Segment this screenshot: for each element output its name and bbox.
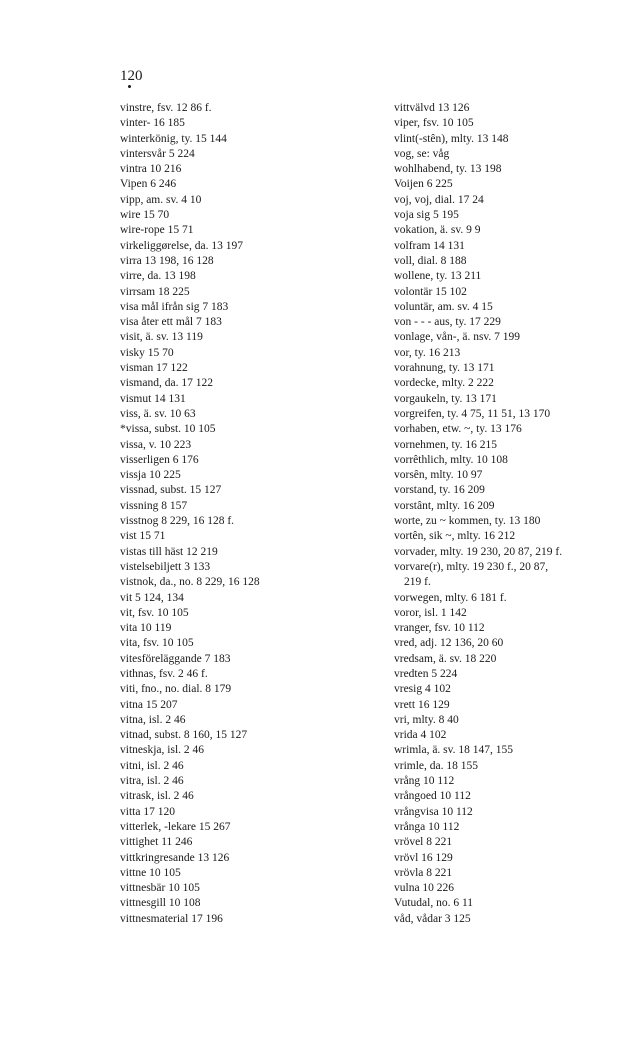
index-entry: vog, se: våg <box>394 147 450 160</box>
index-entry: vistnok, da., no. 8 229, 16 128 <box>120 576 260 589</box>
index-entry: wire-rope 15 71 <box>120 224 194 237</box>
index-entry: voj, voj, dial. 17 24 <box>394 193 484 206</box>
index-entry: vittighet 11 246 <box>120 836 193 849</box>
index-entry: vithnas, fsv. 2 46 f. <box>120 667 208 680</box>
index-entry: vitna 15 207 <box>120 698 178 711</box>
index-entry: vorstand, ty. 16 209 <box>394 484 485 497</box>
index-entry: virrsam 18 225 <box>120 285 190 298</box>
index-entry: visit, ä. sv. 13 119 <box>120 331 203 344</box>
index-entry: wire 15 70 <box>120 209 170 222</box>
index-entry: voll, dial. 8 188 <box>394 254 467 267</box>
index-entry: vitrask, isl. 2 46 <box>120 790 194 803</box>
index-entry: vorhaben, etw. ~, ty. 13 176 <box>394 423 522 436</box>
index-entry: vittvälvd 13 126 <box>394 102 470 114</box>
index-entry: vit 5 124, 134 <box>120 591 184 604</box>
index-entry: 219 f. <box>404 576 431 589</box>
index-entry: vrövl 16 129 <box>394 851 453 864</box>
index-entry: virkeliggørelse, da. 13 197 <box>120 239 243 252</box>
index-entry: vitni, isl. 2 46 <box>120 759 184 772</box>
index-entry: vredsam, ä. sv. 18 220 <box>394 652 497 665</box>
index-entry: virra 13 198, 16 128 <box>120 254 214 267</box>
index-entry: wrimla, ä. sv. 18 147, 155 <box>394 744 514 757</box>
index-entry: vist 15 71 <box>120 530 166 543</box>
index-entry: vitra, isl. 2 46 <box>120 775 184 788</box>
index-entry: vorvare(r), mlty. 19 230 f., 20 87, <box>394 560 549 573</box>
index-entry: vitesföreläggande 7 183 <box>120 652 231 665</box>
index-entry: vistas till häst 12 219 <box>120 545 218 558</box>
index-entry: vita, fsv. 10 105 <box>120 637 194 650</box>
index-entry: vita 10 119 <box>120 622 172 635</box>
index-entry: voluntär, am. sv. 4 15 <box>394 300 493 313</box>
index-entry: vri, mlty. 8 40 <box>394 713 459 726</box>
index-entry: vrånga 10 112 <box>394 820 460 833</box>
index-entry: vismand, da. 17 122 <box>120 377 213 390</box>
index-entry: vissnad, subst. 15 127 <box>120 484 222 497</box>
index-entry: viper, fsv. 10 105 <box>394 117 474 130</box>
index-entry: vittnesbär 10 105 <box>120 882 200 895</box>
index-entry: visa mål ifrån sig 7 183 <box>120 300 229 313</box>
index-entry: vorgaukeln, ty. 13 171 <box>394 392 497 405</box>
index-entry: visky 15 70 <box>120 346 174 359</box>
index-entry: wollene, ty. 13 211 <box>394 270 482 283</box>
index-entry: volontär 15 102 <box>394 285 467 298</box>
page-number: 120 <box>120 68 143 84</box>
index-entry: vittnesmaterial 17 196 <box>120 912 223 925</box>
index-entry: vitterlek, -lekare 15 267 <box>120 820 231 833</box>
index-entry: Vipen 6 246 <box>120 178 177 191</box>
index-entry: vredten 5 224 <box>394 667 458 680</box>
index-entry: vorvader, mlty. 19 230, 20 87, 219 f. <box>394 545 563 558</box>
index-entry: Voijen 6 225 <box>394 178 453 191</box>
index-entry: Vutudal, no. 6 11 <box>394 897 474 910</box>
index-entry: vipp, am. sv. 4 10 <box>120 193 202 206</box>
index-entry: winterkönig, ty. 15 144 <box>120 132 227 145</box>
index-entry: vorrêthlich, mlty. 10 108 <box>394 453 508 466</box>
index-column-right <box>394 101 634 927</box>
index-entry: vitneskja, isl. 2 46 <box>120 744 205 757</box>
index-entry: vrimle, da. 18 155 <box>394 759 478 772</box>
index-entry: viti, fno., no. dial. 8 179 <box>120 683 232 696</box>
index-entry: vonlage, vån-, ä. nsv. 7 199 <box>394 331 521 344</box>
index-entry: vintra 10 216 <box>120 163 182 176</box>
index-entry: volfram 14 131 <box>394 239 465 252</box>
index-entry: vissa, v. 10 223 <box>120 438 192 451</box>
index-entry: vissja 10 225 <box>120 469 181 482</box>
index-entry: vissning 8 157 <box>120 499 188 512</box>
index-entry: vulna 10 226 <box>394 882 455 895</box>
index-column-left <box>120 101 375 927</box>
index-entry: vokation, ä. sv. 9 9 <box>394 224 481 237</box>
index-entry: vorstânt, mlty. 16 209 <box>394 499 495 512</box>
index-entry: virre, da. 13 198 <box>120 270 196 283</box>
index-entry: vrångoed 10 112 <box>394 790 471 803</box>
page-number-dot <box>128 85 131 88</box>
index-entry: våd, vådar 3 125 <box>394 912 471 925</box>
index-entry: visa åter ett mål 7 183 <box>120 316 222 329</box>
index-entry: vittnesgill 10 108 <box>120 897 201 910</box>
index-entry: *vissa, subst. 10 105 <box>120 423 216 436</box>
index-entry: vordecke, mlty. 2 222 <box>394 377 494 390</box>
index-entry: vrida 4 102 <box>394 729 447 742</box>
index-entry: vrett 16 129 <box>394 698 450 711</box>
index-entry: vitnad, subst. 8 160, 15 127 <box>120 729 248 742</box>
index-entry: vistelsebiljett 3 133 <box>120 560 211 573</box>
index-entry: vlint(-stên), mlty. 13 148 <box>394 132 509 145</box>
index-entry: visstnog 8 229, 16 128 f. <box>120 515 235 528</box>
index-entry: visserligen 6 176 <box>120 453 199 466</box>
index-entry: vitna, isl. 2 46 <box>120 713 186 726</box>
index-entry: vorgreifen, ty. 4 75, 11 51, 13 170 <box>394 407 551 420</box>
index-entry: vrövel 8 221 <box>394 836 453 849</box>
index-entry: worte, zu ~ kommen, ty. 13 180 <box>394 515 541 528</box>
index-entry: vranger, fsv. 10 112 <box>394 622 485 635</box>
index-entry: vitta 17 120 <box>120 805 175 818</box>
index-entry: viss, ä. sv. 10 63 <box>120 407 196 420</box>
index-entry: vrövla 8 221 <box>394 866 453 879</box>
index-entry: vorsên, mlty. 10 97 <box>394 469 483 482</box>
index-entry: vittkringresande 13 126 <box>120 851 230 864</box>
index-entry: vrångvisa 10 112 <box>394 805 473 818</box>
index-entry: vismut 14 131 <box>120 392 186 405</box>
index-entry: vresig 4 102 <box>394 683 451 696</box>
index-entry: vrång 10 112 <box>394 775 455 788</box>
index-entry: vor, ty. 16 213 <box>394 346 461 359</box>
index-entry: von - - - aus, ty. 17 229 <box>394 316 501 329</box>
index-entry: visman 17 122 <box>120 362 188 375</box>
index-entry: voja sig 5 195 <box>394 209 459 222</box>
index-entry: vinstre, fsv. 12 86 f. <box>120 102 212 114</box>
index-entry: vornehmen, ty. 16 215 <box>394 438 498 451</box>
index-entry: vinter- 16 185 <box>120 117 185 130</box>
index-entry: vittne 10 105 <box>120 866 181 879</box>
index-entry: vortên, sik ~, mlty. 16 212 <box>394 530 516 543</box>
index-entry: voror, isl. 1 142 <box>394 606 467 619</box>
index-entry: vorwegen, mlty. 6 181 f. <box>394 591 507 604</box>
index-entry: vred, adj. 12 136, 20 60 <box>394 637 504 650</box>
index-entry: vorahnung, ty. 13 171 <box>394 362 495 375</box>
index-entry: wohlhabend, ty. 13 198 <box>394 163 502 176</box>
index-entry: vintersvår 5 224 <box>120 147 195 160</box>
index-entry: vit, fsv. 10 105 <box>120 606 189 619</box>
